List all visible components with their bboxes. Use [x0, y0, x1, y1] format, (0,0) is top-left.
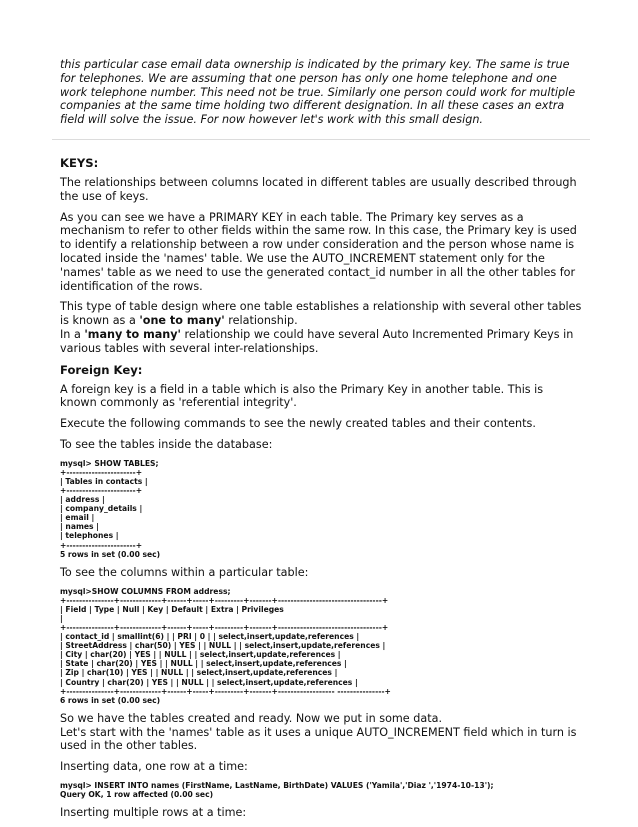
keys-paragraph-1: The relationships between columns located in different tables are usually described through the use of keys.	[60, 175, 577, 203]
show-columns-intro: To see the columns within a particular table:	[60, 565, 309, 579]
insert-code: mysql> INSERT INTO names (FirstName, LastName, BirthDate) VALUES ('Yamila','Diaz ','1974-10-13'); Query OK, 1 row affected (0.00 sec)	[60, 780, 494, 800]
one-to-many-term: 'one to many'	[139, 314, 225, 328]
insert-multiple-intro: Inserting multiple rows at a time:	[60, 806, 247, 820]
foreign-key-heading: Foreign Key:	[60, 362, 143, 377]
keys-paragraph-3	[60, 300, 582, 355]
keys-p3-text-d: In a	[60, 327, 85, 341]
show-columns-code: mysql>SHOW COLUMNS FROM address; +---------------+-------------+------+-----+---------+-------+---------------------------------+ | Field | Type | Null | Key | Default | Extra | Privileges | +---------------+-------------+------+-----+---------+-------+---------------------------------+ | contact_id | smallint(6) | | PRI | 0 | | select,insert,update,references | | StreetAddress | char(50) | YES | | NULL | | select,insert,update,references | | City | char(20) | YES | | NULL | | select,insert,update,references | | State | char(20) | YES | | NULL | | select,insert,update,references | | Zip | char(10) | YES | | NULL | | select,insert,update,references | | Country | char(20) | YES | | NULL | | select,insert,update,references | +---------------+-------------+------+-----+---------+-------+------------------ ---------------+ 6 rows in set (0.00 sec)	[60, 586, 391, 705]
keys-p3-text-c: relationship.	[224, 314, 298, 328]
intro-paragraph: this particular case email data ownership is indicated by the primary key. The same is true for telephones. We are assuming that one person has only one home telephone and one work telephone number. This need not be true. Similarly one person could work for multiple companies at the same time holding two different designation. In all these cases an extra field will solve the issue. For now however let's work with this small design.	[60, 58, 576, 127]
show-tables-intro: To see the tables inside the database:	[60, 437, 273, 451]
many-to-many-term: 'many to many'	[84, 327, 181, 341]
keys-paragraph-2: As you can see we have a PRIMARY KEY in each table. The Primary key serves as a mechanism to refer to other fields within the same row. In this case, the Primary key is used to identify a relationship between a row under consideration and the person whose name is located inside the 'names' table. We use the AUTO_INCREMENT statement only for the 'names' table as we need to use the generated contact_id number in all the other tables for identification of the rows.	[60, 210, 577, 293]
data-paragraph-line-1: So we have the tables created and ready. Now we put in some data.	[60, 711, 443, 725]
keys-p3-text-f: relationship we could have several Auto Incremented Primary Keys in various tables with several inter-relationships.	[60, 327, 574, 355]
foreign-key-paragraph-2: Execute the following commands to see the newly created tables and their contents.	[60, 417, 536, 431]
show-tables-code: mysql> SHOW TABLES; +----------------------+ | Tables in contacts | +----------------------+ | address | | company_details | | email | | names | | telephones | +----------------------+ 5 rows in set (0.00 sec)	[60, 458, 161, 559]
foreign-key-paragraph-1: A foreign key is a field in a table which is also the Primary Key in another table. This is known commonly as 'referential integrity'.	[60, 382, 544, 410]
insert-intro: Inserting data, one row at a time:	[60, 760, 248, 774]
keys-p3-text-a: This type of table design where one table establishes a relationship with several other tables is known as a	[60, 300, 582, 328]
data-paragraph-line-2: Let's start with the 'names' table as it uses a unique AUTO_INCREMENT field which in turn is used in the other tables.	[60, 725, 577, 753]
keys-heading: KEYS:	[60, 155, 99, 170]
data-paragraph	[60, 712, 582, 753]
section-divider	[52, 139, 590, 140]
document-page	[60, 58, 582, 827]
